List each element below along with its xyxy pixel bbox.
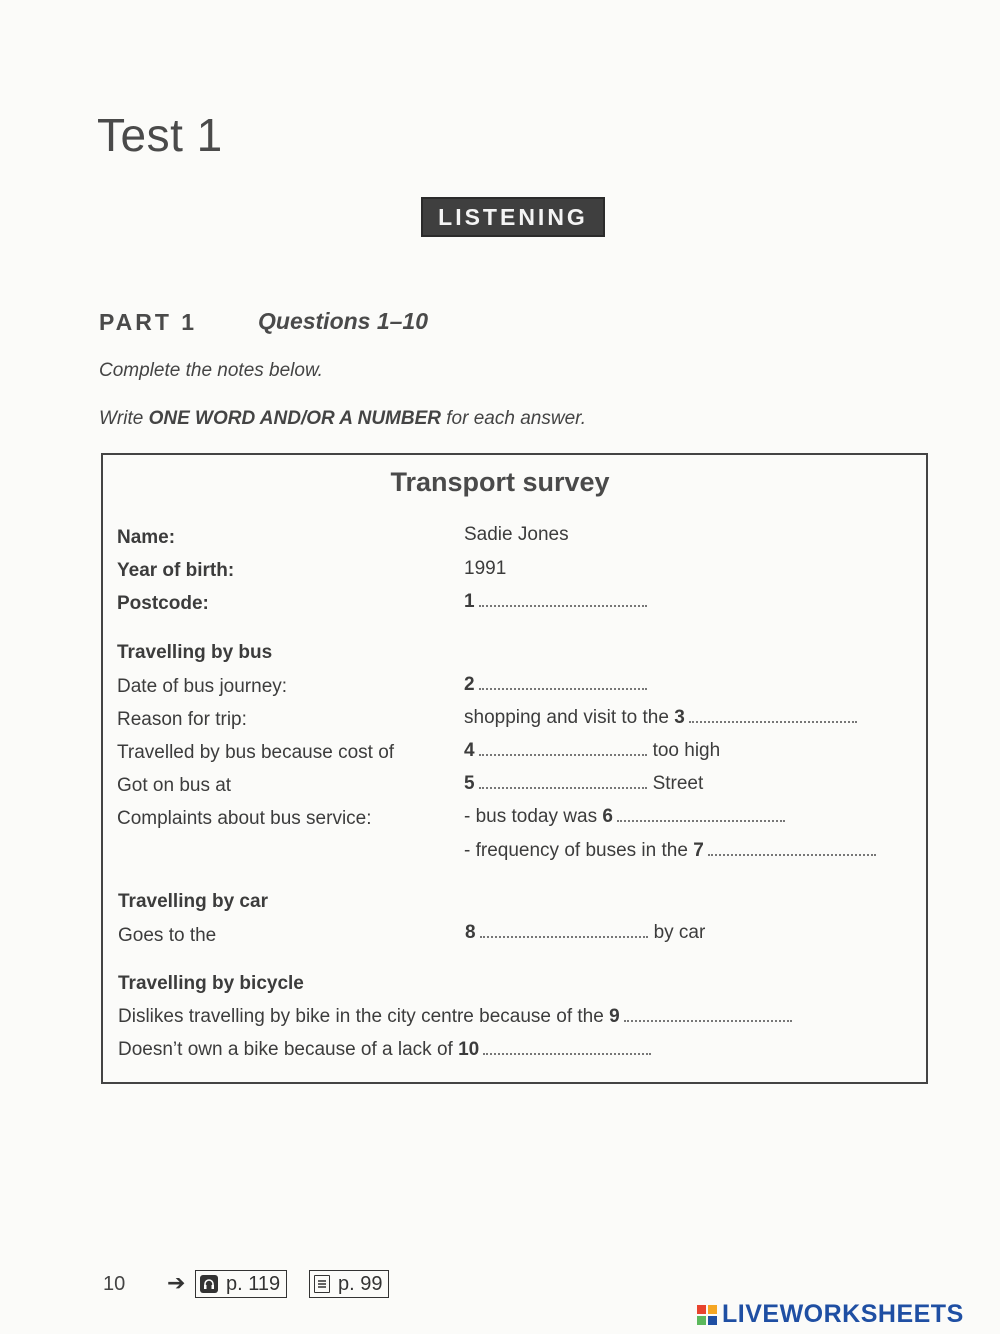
name-label: Name:	[117, 527, 176, 548]
form-title: Transport survey	[390, 467, 610, 497]
headphones-icon	[200, 1275, 218, 1293]
own-text: Doesn’t own a bike because of a lack of	[118, 1039, 453, 1060]
answer-7-blank[interactable]	[708, 840, 876, 856]
instruction-write	[99, 408, 586, 430]
goes-after: by car	[653, 922, 706, 943]
postcode-label: Postcode:	[117, 593, 209, 614]
section-badge: LISTENING	[421, 197, 605, 237]
answer-key-page: p. 99	[338, 1272, 383, 1295]
answer-10-row	[118, 1039, 657, 1061]
car-heading: Travelling by car	[118, 891, 268, 912]
complaint-1-text: - bus today was	[464, 806, 598, 827]
complaints-label: Complaints about bus service:	[117, 808, 372, 829]
answer-10-number: 10	[458, 1039, 480, 1060]
answer-9-blank[interactable]	[624, 1006, 792, 1022]
instruction-write-post: for each answer.	[441, 408, 587, 429]
answer-4-blank[interactable]	[479, 740, 647, 756]
answer-5-number: 5	[464, 773, 475, 794]
reason-text: shopping and visit to the	[464, 707, 669, 728]
bus-heading: Travelling by bus	[117, 642, 273, 663]
got-on-label: Got on bus at	[117, 775, 232, 796]
audioscript-reference[interactable]	[195, 1270, 287, 1298]
answer-2-row	[464, 674, 653, 696]
test-title: Test 1	[97, 109, 223, 161]
year-label: Year of birth:	[117, 560, 235, 581]
answer-6-row	[464, 806, 791, 828]
answer-6-blank[interactable]	[617, 806, 785, 822]
answer-4-number: 4	[464, 740, 475, 761]
part-questions: Questions 1–10	[258, 308, 429, 334]
answer-3-number: 3	[674, 707, 685, 728]
answer-3-row	[464, 707, 863, 729]
liveworksheets-brand[interactable]	[697, 1300, 964, 1329]
answer-4-row	[464, 740, 720, 762]
answer-6-number: 6	[602, 806, 613, 827]
date-label: Date of bus journey:	[117, 676, 288, 697]
goes-label: Goes to the	[118, 925, 217, 946]
liveworksheets-logo	[697, 1305, 717, 1325]
answer-7-number: 7	[693, 840, 704, 861]
page-number: 10	[103, 1273, 126, 1295]
answer-key-reference[interactable]	[309, 1270, 389, 1298]
answer-9-number: 9	[609, 1006, 620, 1027]
dislike-text: Dislikes travelling by bike in the city centre because of the	[118, 1006, 604, 1027]
name-value: Sadie Jones	[464, 524, 569, 545]
answer-8-row	[465, 922, 705, 944]
answer-5-row	[464, 773, 703, 795]
answer-10-blank[interactable]	[483, 1039, 651, 1055]
answer-5-blank[interactable]	[479, 773, 647, 789]
answer-2-number: 2	[464, 674, 475, 695]
instruction-write-bold: ONE WORD AND/OR A NUMBER	[148, 408, 441, 429]
audioscript-page: p. 119	[226, 1272, 281, 1295]
complaint-2-text: - frequency of buses in the	[464, 840, 688, 861]
cost-label: Travelled by bus because cost of	[117, 742, 395, 763]
bicycle-heading: Travelling by bicycle	[118, 973, 304, 994]
answer-1-blank[interactable]	[479, 591, 647, 607]
year-value: 1991	[464, 558, 507, 579]
answer-8-number: 8	[465, 922, 476, 943]
instruction-write-pre: Write	[99, 408, 149, 429]
answer-9-row	[118, 1006, 798, 1028]
cost-after: too high	[652, 740, 721, 761]
brand-text: LIVEWORKSHEETS	[722, 1300, 964, 1328]
answer-1-row	[464, 591, 653, 613]
reason-label: Reason for trip:	[117, 709, 247, 730]
answer-8-blank[interactable]	[480, 922, 648, 938]
instruction-complete: Complete the notes below.	[99, 360, 323, 381]
part-label: PART 1	[99, 309, 198, 335]
answer-2-blank[interactable]	[479, 674, 647, 690]
answer-3-blank[interactable]	[689, 707, 857, 723]
document-icon	[314, 1275, 330, 1293]
arrow-right-icon: ➔	[167, 1270, 186, 1295]
got-on-after: Street	[652, 773, 704, 794]
answer-7-row	[464, 840, 882, 862]
answer-1-number: 1	[464, 591, 475, 612]
